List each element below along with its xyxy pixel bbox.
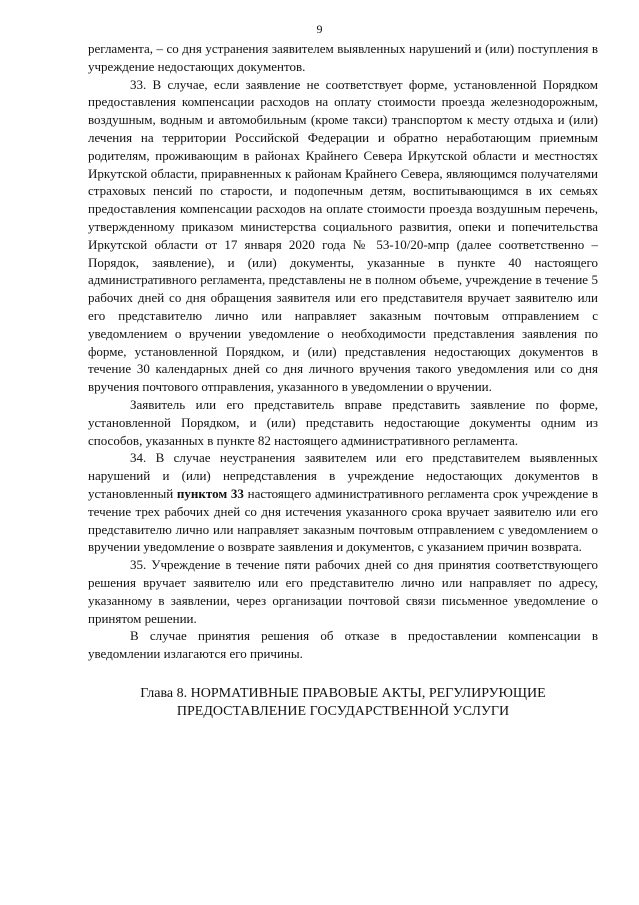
paragraph-35: 35. Учреждение в течение пяти рабочих дней со дня принятия соответствующего решения вручает заявителю или его представителю лично или направляет по адресу, указанному в заявлении, через организации почтовой связи письменное уведомление о принятом решении.	[88, 557, 598, 626]
paragraph-34	[88, 449, 598, 556]
paragraph-34-end: настоящего административного регламента срок учреждение в течение трех рабочих дней со дня истечения указанного срока вручает заявителю или его представителю лично или направляет заказным почтовым отправлением с уведомлением о вручении уведомление о возврате заявления и документов, с указанием причин возврата.	[88, 485, 598, 555]
paragraph-32-end: регламента, – со дня устранения заявителем выявленных нарушений и (или) поступления в учреждение недостающих документов.	[88, 41, 598, 74]
paragraph-34-start: 34. В случае неустранения заявителем или его представителем выявленных нарушений и (или) непредставления в учреждение недостающих документов в установленный	[88, 450, 598, 501]
chapter-heading	[88, 685, 598, 721]
chapter-heading-line-2: ПРЕДОСТАВЛЕНИЕ ГОСУДАРСТВЕННОЙ УСЛУГИ	[176, 703, 510, 719]
paragraph-34-bold-ref: пунктом 33	[176, 485, 244, 501]
paragraph-35-note: В случае принятия решения об отказе в предоставлении компенсации в уведомлении излагаются его причины.	[88, 628, 598, 662]
paragraph-33: 33. В случае, если заявление не соответствует форме, установленной Порядком предоставления компенсации расходов на оплату стоимости проезда железнодорожным, воздушным, водным и автомобильным (кроме такси) транспортом к месту отдыха и (или) лечения на территории Российской Федерации и обратно неработающим приемным родителям, проживающим в районах Крайнего Севера Иркутской области и местностях Иркутской области, приравненных к районам Крайнего Севера, являющимся получателями страховых пенсий по старости, и подопечным детям, воспитывающимся в их семьях предоставления компенсации расходов на оплате стоимости проезда воздушным перечень, утвержденному приказом министерства социального развития, опеки и попечительства Иркутской области от 17 января 2020 года № 53-10/20-мпр (далее соответственно – Порядок, заявление), и (или) документы, указанные в пункте 40 настоящего административного регламента, представлены не в полном объеме, учреждение в течение 5 рабочих дней со дня обращения заявителя или его представителя вручает заявителю или его представителю лично или направляет заказным почтовым отправлением с уведомлением о вручении уведомление о необходимости представления заявления по форме, установленной Порядком, и (или) представления недостающих документов в течение 30 календарных дней со дня личного вручения такого уведомления или со дня вручения почтового отправления, указанного в уведомлении о вручении.	[88, 76, 598, 395]
page-number: 9	[316, 22, 323, 36]
document-body	[88, 40, 598, 721]
chapter-heading-line-1: Глава 8. НОРМАТИВНЫЕ ПРАВОВЫЕ АКТЫ, РЕГУЛИРУЮЩИЕ	[140, 685, 546, 701]
paragraph-33-note: Заявитель или его представитель вправе представить заявление по форме, установленной Порядком, и (или) представить недостающие документы одним из способов, указанных в пункте 82 настоящего административного регламента.	[88, 396, 598, 448]
